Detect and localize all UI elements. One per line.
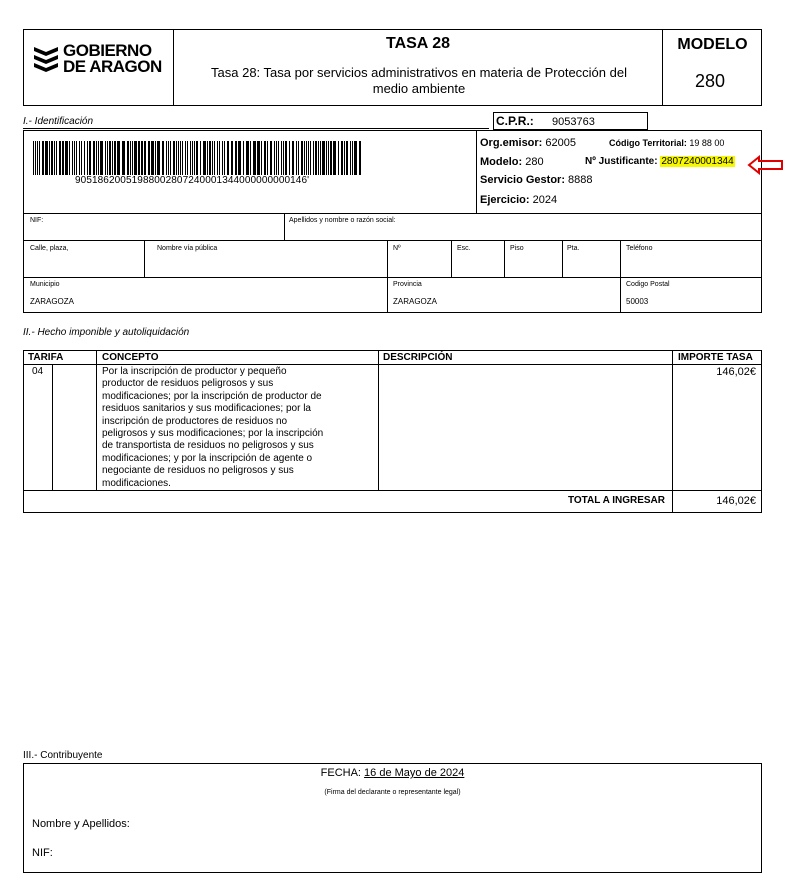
barcode-bar [214, 141, 215, 175]
col-concepto: CONCEPTO [102, 352, 159, 363]
barcode-bar [328, 141, 329, 175]
barcode-bar [196, 141, 198, 175]
concepto-line: de transportista de residuos no peligrosos y sus [102, 440, 314, 452]
servicio-gestor-value: 8888 [568, 174, 593, 186]
barcode-bar [127, 141, 129, 175]
concepto-line: inscripción de productores de residuos no [102, 415, 288, 427]
barcode-bar [59, 141, 61, 175]
telefono-label: Teléfono [626, 245, 653, 252]
codigo-territorial [609, 138, 724, 148]
page-title: TASA 28 [385, 35, 450, 52]
barcode-bar [341, 141, 343, 175]
contribuyente-nif-label: NIF: [32, 847, 53, 859]
barcode-bar [100, 141, 103, 175]
barcode-bar [114, 141, 116, 175]
barcode-bar [190, 141, 191, 175]
barcode-bar [69, 141, 70, 175]
barcode-bar [306, 141, 307, 175]
barcode-bar [98, 141, 99, 175]
apellidos-label: Apellidos y nombre o razón social: [289, 217, 396, 224]
barcode-bar [330, 141, 332, 175]
barcode-bar [253, 141, 256, 175]
barcode-bar [157, 141, 160, 175]
barcode-bar [144, 141, 146, 175]
barcode-bar [122, 141, 125, 175]
barcode-bar [274, 141, 275, 175]
barcode-bar [352, 141, 353, 175]
ejercicio-label: Ejercicio: [480, 194, 530, 206]
barcode-bar [227, 141, 229, 175]
concepto-line: modificaciones; por la inscripción de productor de [102, 390, 322, 402]
numero-label: Nº [393, 245, 401, 252]
barcode-bar [315, 141, 317, 175]
barcode-bar [79, 141, 80, 175]
barcode-bar [313, 141, 314, 175]
barcode-bar [39, 141, 40, 175]
barcode-bar [72, 141, 73, 175]
justificante-field [585, 156, 735, 167]
pta-label: Pta. [567, 245, 580, 252]
barcode-bar [320, 141, 321, 175]
barcode-bar [224, 141, 225, 175]
barcode-bar [338, 141, 339, 175]
barcode-bar [54, 141, 55, 175]
modelo-field-label: Modelo: [480, 156, 523, 168]
barcode-bar [168, 141, 169, 175]
fecha-label: FECHA: [320, 767, 361, 779]
codigo-postal-label: Codigo Postal [626, 281, 670, 288]
barcode-bar [261, 141, 262, 175]
barcode-bar [56, 141, 57, 175]
section-contribuyente-title: III.- Contribuyente [23, 750, 103, 761]
page-subtitle: Tasa 28: Tasa por servicios administrativos en materia de Protección del medio ambiente [211, 65, 627, 96]
barcode-bar [42, 141, 44, 175]
barcode-bar [250, 141, 251, 175]
firma-note: (Firma del declarante o representante legal) [324, 789, 461, 796]
barcode-bar [84, 141, 85, 175]
barcode-bar [310, 141, 311, 175]
org-emisor-value: 62005 [545, 137, 577, 149]
calle-label: Calle, plaza, [30, 245, 69, 252]
row-importe: 146,02€ [716, 366, 756, 378]
concepto-line: peligrosos y sus modificaciones; por la inscripción [102, 428, 324, 440]
barcode-bar [162, 141, 164, 175]
col-descripcion: DESCRIPCIÓN [383, 352, 453, 363]
barcode-bar [203, 141, 206, 175]
barcode-bar [134, 141, 137, 175]
ejercicio-value: 2024 [532, 194, 558, 206]
barcode-bar [37, 141, 38, 175]
barcode-bar [180, 141, 181, 175]
col-tarifa: TARIFA [28, 352, 64, 363]
barcode-bar [107, 141, 108, 175]
nombre-via-label: Nombre vía pública [157, 245, 218, 252]
barcode-bar [148, 141, 150, 175]
barcode-bar [322, 141, 325, 175]
barcode-bar [33, 141, 34, 175]
barcode-bar [81, 141, 82, 175]
barcode-bar [170, 141, 171, 175]
barcode-bar [112, 141, 113, 175]
barcode-bar [76, 141, 77, 175]
total-value: 146,02€ [716, 495, 756, 507]
modelo-label: MODELO [677, 36, 748, 53]
barcode-bar [304, 141, 305, 175]
barcode-bar [155, 141, 156, 175]
barcode-bar [318, 141, 319, 175]
barcode-bar [45, 141, 48, 175]
barcode-bar [166, 141, 167, 175]
barcode-bar [176, 141, 177, 175]
barcode-bar [96, 141, 97, 175]
barcode-bar [285, 141, 287, 175]
esc-label: Esc. [457, 245, 471, 252]
modelo-number: 280 [694, 71, 726, 91]
barcode-bar [238, 141, 241, 175]
barcode-bar [308, 141, 309, 175]
org-emisor-label: Org.emisor: [480, 137, 543, 149]
barcode-bar [62, 141, 64, 175]
barcode-bar [117, 141, 120, 175]
barcode-bar [264, 141, 266, 175]
barcode-bar [257, 141, 260, 175]
nombre-apellidos-label: Nombre y Apellidos: [32, 818, 130, 830]
barcode-bar [51, 141, 53, 175]
barcode-bar [182, 141, 183, 175]
barcode-bar [301, 141, 303, 175]
barcode-bar [35, 141, 36, 175]
codigo-postal-value: 50003 [626, 297, 649, 306]
barcode-bar [105, 141, 106, 175]
barcode-bar [246, 141, 249, 175]
modelo-field [480, 156, 544, 168]
barcode-bar [270, 141, 272, 175]
barcode-bar [65, 141, 68, 175]
section-identificacion-title: I.- Identificación [23, 116, 94, 127]
barcode-bar [151, 141, 154, 175]
barcode-bar [298, 141, 299, 175]
concepto-line: productor de residuos peligrosos y sus [102, 378, 274, 390]
barcode-bar [267, 141, 268, 175]
provincia-value: ZARAGOZA [393, 297, 438, 306]
barcode-bar [138, 141, 140, 175]
concepto-line: modificaciones. [102, 477, 171, 489]
col-importe: IMPORTE TASA [678, 352, 753, 363]
barcode-bar [89, 141, 91, 175]
servicio-gestor [480, 174, 593, 186]
contribuyente-box [23, 763, 762, 873]
barcode-bar [141, 141, 143, 175]
codigo-territorial-label: Código Territorial: [609, 138, 687, 148]
cpr-label: C.P.R.: [496, 114, 534, 128]
concepto-line: modificaciones; y por la inscripción de agente o [102, 452, 313, 464]
barcode-bar [194, 141, 195, 175]
barcode-bar [209, 141, 211, 175]
barcode-bar [243, 141, 244, 175]
logo-line-2: DE ARAGON [63, 57, 162, 76]
modelo-field-value: 280 [525, 156, 544, 168]
barcode-bar [185, 141, 186, 175]
gobierno-aragon-logo [32, 43, 167, 77]
nif-label: NIF: [30, 217, 44, 224]
barcode [33, 141, 363, 175]
servicio-gestor-label: Servicio Gestor: [480, 174, 565, 186]
barcode-bar [87, 141, 88, 175]
barcode-bar [93, 141, 95, 175]
fecha-value: 16 de Mayo de 2024 [364, 767, 465, 779]
barcode-bar [231, 141, 233, 175]
barcode-bar [207, 141, 208, 175]
codigo-territorial-value: 19 88 00 [689, 138, 725, 148]
barcode-bar [359, 141, 361, 175]
cpr-value: 9053763 [552, 116, 595, 128]
barcode-bar [49, 141, 50, 175]
barcode-bar [178, 141, 179, 175]
concepto-line: residuos sanitarios y sus modificaciones; por la [102, 403, 311, 415]
piso-label: Piso [510, 245, 524, 252]
barcode-bar [326, 141, 327, 175]
barcode-bar [346, 141, 348, 175]
barcode-bar [74, 141, 75, 175]
barcode-bar [192, 141, 193, 175]
barcode-bar [276, 141, 277, 175]
aragon-emblem-icon [32, 44, 62, 74]
barcode-bar [187, 141, 188, 175]
logo-line-1: GOBIERNO [63, 41, 152, 60]
justificante-value: 2807240001344 [661, 156, 734, 167]
barcode-bar [217, 141, 218, 175]
ejercicio [480, 194, 557, 206]
barcode-bar [296, 141, 297, 175]
barcode-bar [235, 141, 237, 175]
concepto-line: negociante de residuos no peligrosos y sus [102, 465, 294, 477]
barcode-bar [278, 141, 279, 175]
municipio-label: Municipio [30, 281, 60, 288]
concepto-line: Por la inscripción de productor y pequeño [102, 366, 287, 377]
barcode-bar [212, 141, 213, 175]
provincia-label: Provincia [393, 281, 422, 288]
barcode-bar [283, 141, 284, 175]
barcode-bar [222, 141, 223, 175]
fecha-line [23, 767, 762, 779]
barcode-bar [350, 141, 351, 175]
barcode-bar [130, 141, 131, 175]
section-hecho-title: II.- Hecho imponible y autoliquidación [23, 327, 190, 338]
barcode-bar [219, 141, 220, 175]
red-arrow-icon [747, 155, 785, 175]
barcode-bar [200, 141, 201, 175]
barcode-bar [344, 141, 345, 175]
barcode-bar [292, 141, 294, 175]
row-tarifa: 04 [32, 366, 44, 377]
barcode-bar [354, 141, 357, 175]
barcode-bar [109, 141, 111, 175]
municipio-value: ZARAGOZA [30, 297, 75, 306]
barcode-bar [132, 141, 133, 175]
barcode-bar [333, 141, 336, 175]
org-emisor [480, 137, 576, 149]
barcode-text: 90518620051988002807240001344000000000146' [75, 175, 310, 186]
barcode-bar [173, 141, 175, 175]
row-concepto [102, 366, 374, 490]
barcode-bar [289, 141, 290, 175]
barcode-bar [281, 141, 282, 175]
justificante-label: Nº Justificante: [585, 156, 658, 167]
total-label: TOTAL A INGRESAR [567, 495, 665, 506]
